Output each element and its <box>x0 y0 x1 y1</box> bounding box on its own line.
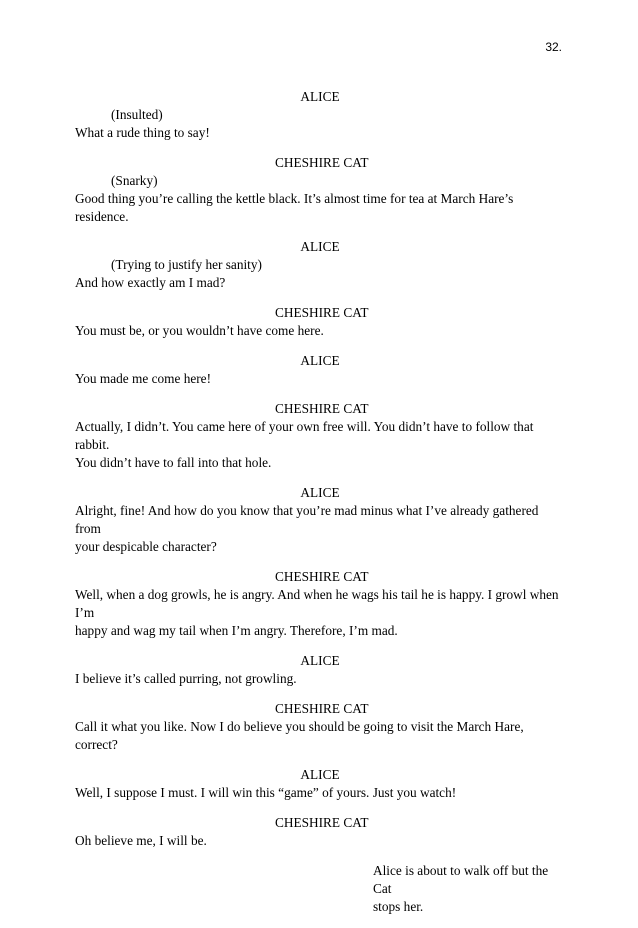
character-name: ALICE <box>300 89 340 104</box>
dialogue-line: And how exactly am I mad? <box>75 275 226 290</box>
stage-direction <box>373 862 568 916</box>
character-name: CHESHIRE CAT <box>275 569 369 584</box>
character-name: CHESHIRE CAT <box>275 815 369 830</box>
page-number: 32. <box>545 40 562 54</box>
dialogue-line: Well, when a dog growls, he is angry. And when he wags his tail he is happy. I growl when I’m <box>75 587 559 620</box>
dialogue-line: Good thing you’re calling the kettle black. It’s almost time for tea at March Hare’s residence. <box>75 191 514 224</box>
dialogue-block <box>75 814 565 850</box>
dialogue-line: You must be, or you wouldn’t have come here. <box>75 323 324 338</box>
dialogue-line: You made me come here! <box>75 371 212 386</box>
character-name: ALICE <box>300 653 340 668</box>
dialogue-block <box>75 652 565 688</box>
dialogue-line: happy and wag my tail when I’m angry. Therefore, I’m mad. <box>75 623 398 638</box>
dialogue-block <box>75 154 565 226</box>
dialogue-line: your despicable character? <box>75 539 217 554</box>
character-name: ALICE <box>300 353 340 368</box>
dialogue-line: Well, I suppose I must. I will win this “game” of yours. Just you watch! <box>75 785 457 800</box>
parenthetical: (Trying to justify her sanity) <box>111 257 262 272</box>
parenthetical: (Insulted) <box>111 107 163 122</box>
character-name: CHESHIRE CAT <box>275 305 369 320</box>
character-name: CHESHIRE CAT <box>275 155 369 170</box>
dialogue-block <box>75 766 565 802</box>
dialogue-line: You didn’t have to fall into that hole. <box>75 455 272 470</box>
character-name: CHESHIRE CAT <box>275 401 369 416</box>
dialogue-block <box>75 304 565 340</box>
stage-direction-line: Alice is about to walk off but the Cat <box>373 863 549 896</box>
dialogue-block <box>75 88 565 142</box>
dialogue-block <box>75 400 565 472</box>
character-name: CHESHIRE CAT <box>275 701 369 716</box>
dialogue-block <box>75 568 565 640</box>
character-name: ALICE <box>300 239 340 254</box>
dialogue-block <box>75 352 565 388</box>
script-body <box>75 88 565 928</box>
parenthetical: (Snarky) <box>111 173 158 188</box>
dialogue-line: Oh believe me, I will be. <box>75 833 207 848</box>
dialogue-block <box>75 484 565 556</box>
dialogue-line: Alright, fine! And how do you know that you’re mad minus what I’ve already gathered from <box>75 503 539 536</box>
stage-direction-line: stops her. <box>373 899 424 914</box>
dialogue-line: What a rude thing to say! <box>75 125 210 140</box>
dialogue-line: Call it what you like. Now I do believe you should be going to visit the March Hare, correct? <box>75 719 524 752</box>
dialogue-block <box>75 238 565 292</box>
dialogue-block <box>75 700 565 754</box>
dialogue-line: I believe it’s called purring, not growling. <box>75 671 297 686</box>
character-name: ALICE <box>300 767 340 782</box>
character-name: ALICE <box>300 485 340 500</box>
dialogue-line: Actually, I didn’t. You came here of your own free will. You didn’t have to follow that rabbit. <box>75 419 534 452</box>
